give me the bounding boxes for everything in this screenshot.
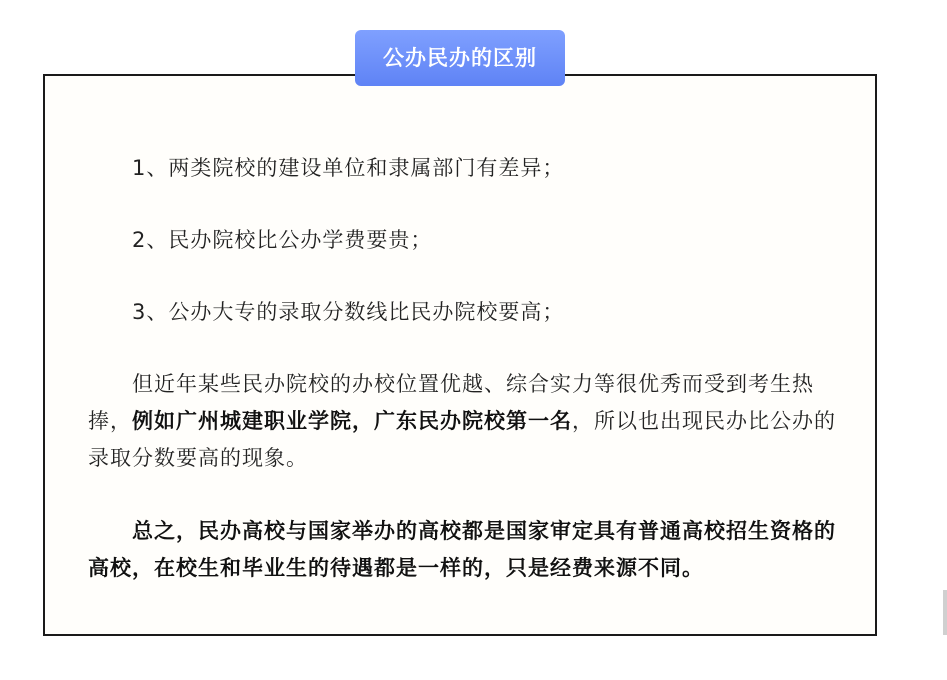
- scrollbar-thumb[interactable]: [943, 590, 947, 635]
- article-body: [88, 150, 838, 623]
- explanation-paragraph: [88, 366, 838, 477]
- title-badge: [355, 30, 565, 86]
- paragraph-text-2: ，所以也出现民办比公办的录取分数要高的现象。: [88, 409, 836, 470]
- list-item-1: 1、两类院校的建设单位和隶属部门有差异；: [132, 156, 565, 180]
- page-title: 公办民办的区别: [383, 46, 537, 70]
- paragraph-highlight: 例如广州城建职业学院，广东民办院校第一名: [132, 409, 572, 433]
- list-item-2: 2、民办院校比公办学费要贵；: [132, 228, 433, 252]
- paragraph-text-1: 但近年某些民办院校的办校位置优越、综合实力等很优秀而受到考生热捧，: [88, 372, 814, 433]
- conclusion-paragraph: 总之，民办高校与国家举办的高校都是国家审定具有普通高校招生资格的高校，在校生和毕业生的待遇都是一样的，只是经费来源不同。: [88, 519, 836, 580]
- list-item-3: 3、公办大专的录取分数线比民办院校要高；: [132, 300, 565, 324]
